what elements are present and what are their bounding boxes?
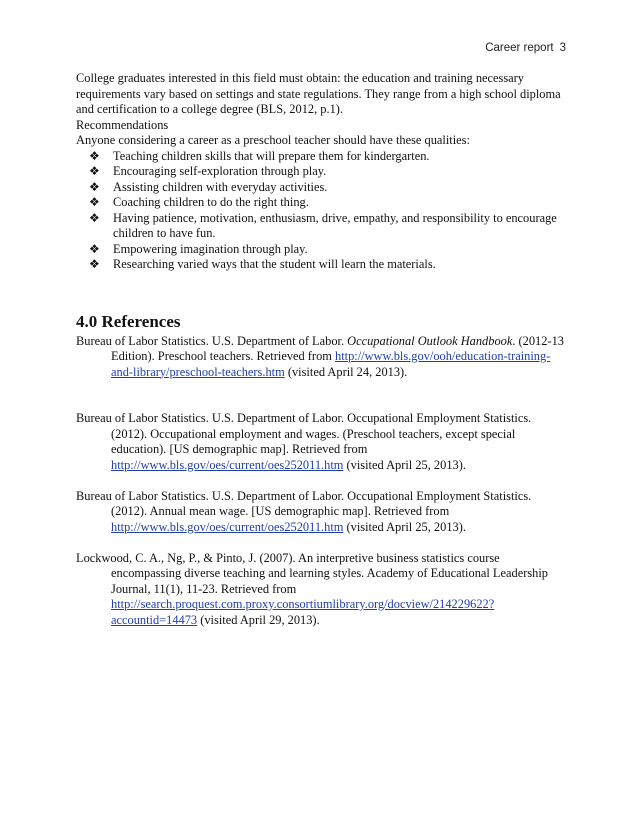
reference-link[interactable]: http://www.bls.gov/oes/current/oes252011.htm bbox=[111, 457, 344, 472]
list-item-text: Teaching children skills that will prepare them for kindergarten. bbox=[113, 148, 430, 163]
reference-text: (visited April 24, 2013). bbox=[284, 364, 408, 379]
running-header bbox=[485, 42, 566, 54]
reference-entry bbox=[76, 489, 566, 536]
references-heading: 4.0 References bbox=[76, 311, 181, 331]
list-item-text: Having patience, motivation, enthusiasm, drive, empathy, and responsibility to encourage children to have fun. bbox=[113, 210, 557, 240]
recommendations-lead: Anyone considering a career as a preschool teacher should have these qualities: bbox=[76, 133, 470, 147]
recommendations-heading: Recommendations bbox=[76, 117, 169, 132]
list-item bbox=[89, 195, 566, 211]
list-item-text: Encouraging self-exploration through play. bbox=[113, 164, 327, 178]
diamond-bullet-icon: ❖ bbox=[89, 210, 100, 225]
reference-text: (visited April 29, 2013). bbox=[197, 612, 320, 627]
reference-entry bbox=[76, 551, 566, 629]
reference-title: Occupational Outlook Handbook bbox=[347, 333, 513, 348]
list-item bbox=[89, 211, 566, 242]
list-item-text: Coaching children to do the right thing. bbox=[113, 195, 309, 209]
reference-entry bbox=[76, 411, 566, 473]
qualities-list bbox=[76, 149, 566, 273]
page-body bbox=[76, 71, 566, 628]
reference-text: Lockwood, C. A., Ng, P., & Pinto, J. (2007). An interpretive business statistics course encompassing diverse teaching and learning styles. Academy of Educational Leadership Journal, 11(1), 11-23. Retrieved from bbox=[76, 550, 548, 596]
list-item-text: Researching varied ways that the student will learn the materials. bbox=[113, 257, 436, 271]
list-item bbox=[89, 180, 566, 196]
diamond-bullet-icon: ❖ bbox=[89, 148, 100, 163]
header-title: Career report bbox=[485, 42, 554, 54]
reference-text: Bureau of Labor Statistics. U.S. Department of Labor. bbox=[76, 333, 348, 348]
reference-text: Bureau of Labor Statistics. U.S. Department of Labor. Occupational Employment Statistics. (2012). Occupational employment and wages. (Preschool teachers, except special education). [US demographic map]. Retrieved from bbox=[76, 411, 532, 456]
page-number: 3 bbox=[559, 42, 566, 54]
list-item-text: Empowering imagination through play. bbox=[113, 241, 308, 256]
diamond-bullet-icon: ❖ bbox=[89, 257, 100, 271]
reference-link[interactable]: http://search.proquest.com.proxy.consortiumlibrary.org/docview/214229622?accountid=14473 bbox=[111, 597, 495, 627]
reference-entry bbox=[76, 334, 566, 381]
reference-link[interactable]: http://www.bls.gov/ooh/education-training-and-library/preschool-teachers.htm bbox=[111, 349, 551, 379]
reference-text: Bureau of Labor Statistics. U.S. Department of Labor. Occupational Employment Statistics. (2012). Annual mean wage. [US demographic map]. Retrieved from bbox=[76, 488, 532, 518]
reference-text: (visited April 25, 2013). bbox=[343, 519, 466, 534]
diamond-bullet-icon: ❖ bbox=[89, 164, 100, 178]
diamond-bullet-icon: ❖ bbox=[89, 179, 100, 194]
reference-link[interactable]: http://www.bls.gov/oes/current/oes252011.htm bbox=[111, 519, 344, 534]
intro-paragraph: College graduates interested in this field must obtain: the education and training necessary requirements vary based on settings and state regulations. They range from a high school diploma and certification to a college degree (BLS, 2012, p.1). bbox=[76, 71, 561, 116]
diamond-bullet-icon: ❖ bbox=[89, 241, 100, 256]
list-item-text: Assisting children with everyday activities. bbox=[113, 179, 328, 194]
list-item bbox=[89, 257, 566, 273]
diamond-bullet-icon: ❖ bbox=[89, 195, 100, 209]
reference-text: (visited April 25, 2013). bbox=[343, 457, 466, 472]
list-item bbox=[89, 242, 566, 258]
reference-text: . (2012-13 Edition). Preschool teachers. Retrieved from bbox=[111, 333, 564, 363]
list-item bbox=[89, 164, 566, 180]
list-item bbox=[89, 149, 566, 165]
